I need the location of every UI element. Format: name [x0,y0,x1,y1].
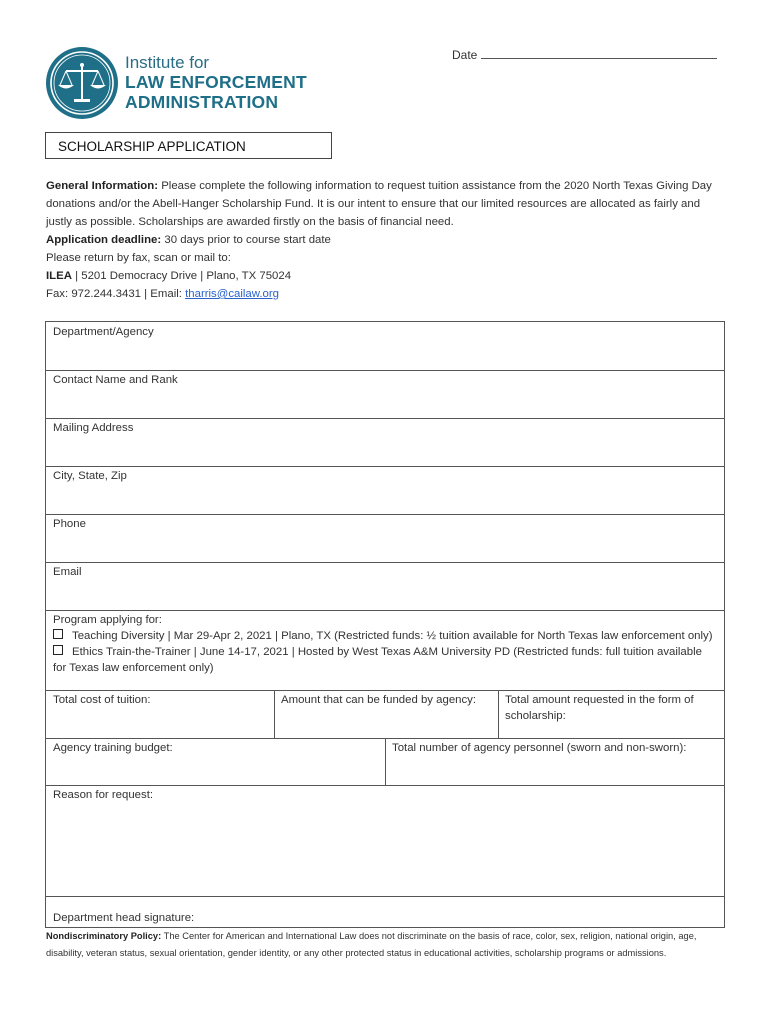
date-line[interactable] [481,47,717,59]
contact-name-label: Contact Name and Rank [53,374,178,386]
address-line [46,267,726,285]
address-text: | 5201 Democracy Drive | Plano, TX 75024 [75,270,292,282]
phone-field[interactable] [46,514,724,562]
email-field[interactable] [46,562,724,610]
email-label: Email [53,566,82,578]
page-title: SCHOLARSHIP APPLICATION [45,132,332,159]
checkbox[interactable] [53,629,63,639]
scales-of-justice-icon [45,46,119,120]
contact-name-field[interactable] [46,370,724,418]
mailing-address-label: Mailing Address [53,422,134,434]
scholarship-requested-label: Total amount requested in the form of scholarship: [505,694,694,722]
city-state-zip-label: City, State, Zip [53,470,127,482]
scholarship-requested-field[interactable] [498,690,724,738]
program-label: Program applying for: [53,614,162,626]
total-cost-field[interactable] [46,690,274,738]
program-option-1-text: Teaching Diversity | Mar 29-Apr 2, 2021 | Plano, TX (Restricted funds: ½ tuition available for North Texas law enforcement only) [72,630,713,642]
general-information [46,177,726,303]
total-cost-label: Total cost of tuition: [53,694,151,706]
policy-label: Nondiscriminatory Policy: [46,931,162,941]
address-org: ILEA [46,270,72,282]
program-option-2-text: Ethics Train-the-Trainer | June 14-17, 2021 | Hosted by West Texas A&M University PD (Restricted funds: full tuition available for Texas law enforcement only) [53,646,702,674]
nondiscrimination-policy [46,928,726,962]
org-line-2: LAW ENFORCEMENT [125,72,307,92]
org-line-1: Institute for [125,53,210,72]
personnel-field[interactable] [385,738,724,785]
general-info-label: General Information: [46,180,159,192]
application-form [45,321,725,928]
deadline-line [46,231,726,249]
general-info-paragraph [46,177,726,231]
program-option-teaching-diversity[interactable] [53,628,717,644]
department-agency-field[interactable] [46,322,724,370]
email-link[interactable]: tharris@cailaw.org [185,288,279,300]
agency-funded-field[interactable] [274,690,498,738]
checkbox[interactable] [53,645,63,655]
org-line-3: ADMINISTRATION [125,91,279,112]
training-budget-label: Agency training budget: [53,742,173,754]
deadline-label: Application deadline: [46,234,162,246]
contact-text: Fax: 972.244.3431 | Email: [46,288,182,300]
date-field[interactable] [452,47,717,62]
agency-funded-label: Amount that can be funded by agency: [281,694,477,706]
date-label: Date [452,48,478,62]
deadline-text: 30 days prior to course start date [164,234,331,246]
policy-text: The Center for American and International Law does not discriminate on the basis of race, color, sex, religion, national origin, age, disability, veteran status, sexual orientation, gender identity, or any other protected status in educational activities, scholarship programs or admissions. [46,931,697,958]
department-agency-label: Department/Agency [53,326,154,338]
program-section [46,610,724,690]
mailing-address-field[interactable] [46,418,724,466]
training-budget-field[interactable] [46,738,385,785]
reason-label: Reason for request: [53,789,154,801]
signature-field[interactable] [46,896,724,927]
organization-name [125,54,307,113]
program-option-ethics-trainer[interactable] [53,644,717,676]
return-line: Please return by fax, scan or mail to: [46,252,231,264]
personnel-label: Total number of agency personnel (sworn and non-sworn): [392,742,687,754]
general-info-text: Please complete the following information to request tuition assistance from the 2020 North Texas Giving Day donations and/or the Abell-Hanger Scholarship Fund. It is our intent to ensure that our limited resources are allocated as fairly and justly as possible. Scholarships are awarded firstly on the basis of financial need. [46,180,712,228]
phone-label: Phone [53,518,86,530]
reason-field[interactable] [46,785,724,896]
contact-line [46,285,726,303]
signature-label: Department head signature: [53,912,195,924]
city-state-zip-field[interactable] [46,466,724,514]
